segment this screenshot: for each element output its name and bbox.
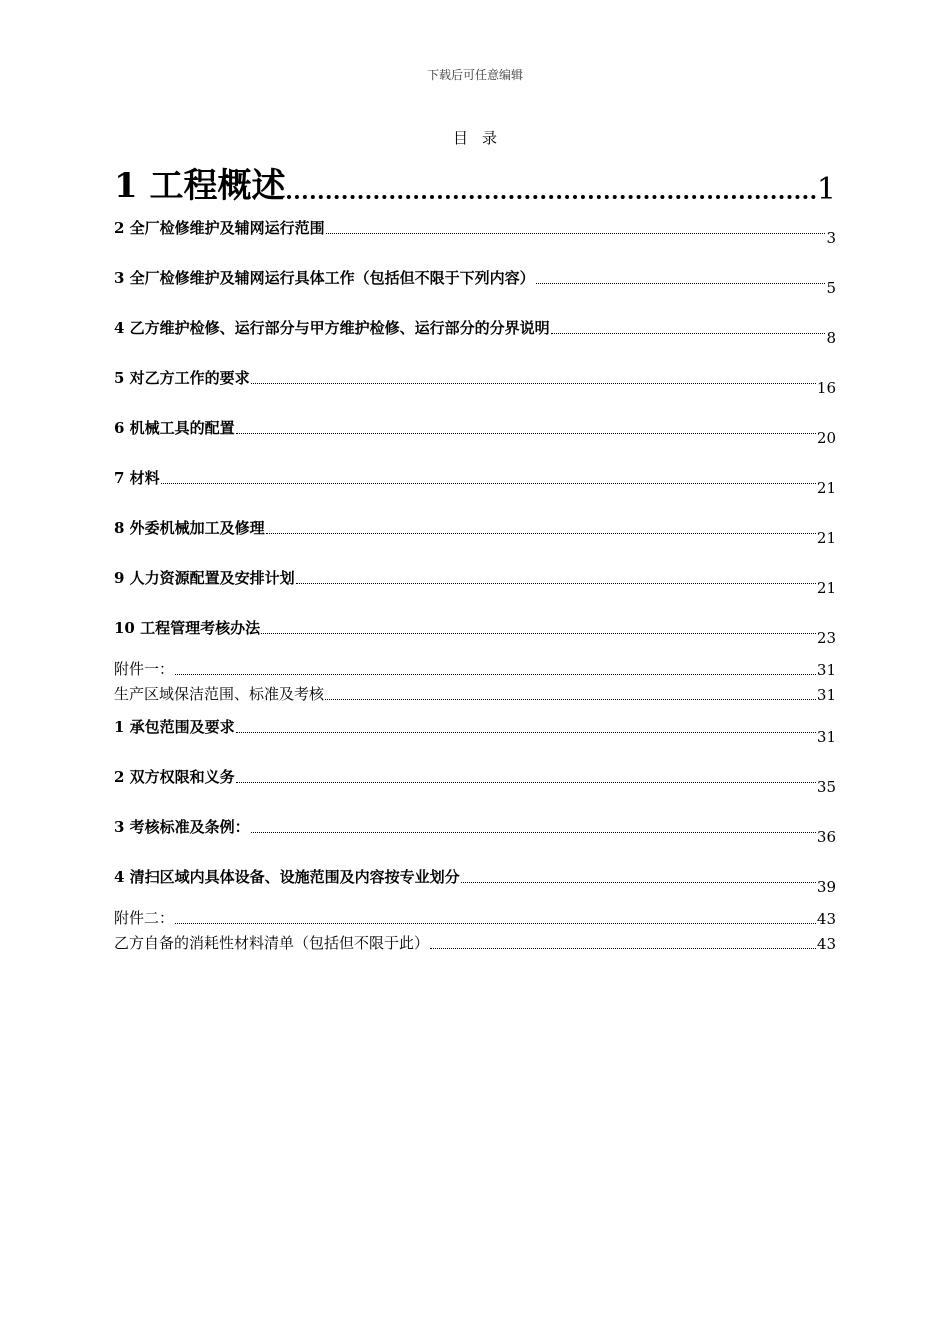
toc-entry[interactable] — [114, 932, 836, 953]
toc-entry-label: 6 机械工具的配置 — [114, 419, 235, 437]
toc-entry[interactable] — [114, 467, 836, 497]
toc-entry-page: 20 — [816, 429, 836, 447]
toc-entry[interactable] — [114, 658, 836, 679]
dot-leader — [175, 673, 816, 675]
toc-entry-label: 附件二： — [114, 909, 175, 927]
dot-leader — [161, 482, 816, 484]
dot-leader — [287, 194, 816, 199]
toc-entry-page: 5 — [826, 279, 836, 297]
toc-entry[interactable] — [114, 617, 836, 647]
toc-entry-label: 5 对乙方工作的要求 — [114, 369, 250, 387]
toc-entry-page: 8 — [826, 329, 836, 347]
toc-entry-page: 3 — [826, 229, 836, 247]
toc-entry-label: 生产区域保洁范围、标准及考核 — [114, 685, 325, 703]
toc-entry[interactable] — [114, 683, 836, 704]
dot-leader — [251, 831, 816, 833]
toc-entry-page: 16 — [816, 379, 836, 397]
dot-leader — [461, 881, 816, 883]
dot-leader — [175, 922, 816, 924]
toc-entry-page: 31 — [816, 728, 836, 746]
toc-entry[interactable] — [114, 367, 836, 397]
toc-entry-page: 43 — [816, 910, 836, 928]
dot-leader — [236, 432, 816, 434]
toc-entry[interactable] — [114, 158, 836, 207]
toc-entry[interactable] — [114, 866, 836, 896]
toc-entry[interactable] — [114, 317, 836, 347]
toc-entry-label: 7 材料 — [114, 469, 160, 487]
toc-entry-page: 35 — [816, 778, 836, 796]
toc-title: 目录 — [452, 129, 511, 147]
toc-entry[interactable] — [114, 716, 836, 746]
toc-entry[interactable] — [114, 766, 836, 796]
toc-entry-page: 36 — [816, 828, 836, 846]
dot-leader — [536, 282, 826, 284]
dot-leader — [325, 698, 816, 700]
toc-entry-label: 乙方自备的消耗性材料清单（包括但不限于此） — [114, 934, 430, 952]
toc-entry-label: 2 双方权限和义务 — [114, 768, 235, 786]
toc-entry[interactable] — [114, 417, 836, 447]
dot-leader — [261, 632, 816, 634]
dot-leader — [551, 332, 826, 334]
toc-entry-label: 9 人力资源配置及安排计划 — [114, 569, 295, 587]
toc-entry[interactable] — [114, 907, 836, 928]
dot-leader — [326, 232, 826, 234]
toc-entry-page: 39 — [816, 878, 836, 896]
toc-entry-page: 21 — [816, 579, 836, 597]
toc-entry-label: 1 工程概述 — [114, 166, 286, 206]
toc-entry-label: 1 承包范围及要求 — [114, 718, 235, 736]
toc-entry-page: 31 — [816, 661, 836, 679]
dot-leader — [266, 532, 816, 534]
toc-entry-page: 1 — [816, 172, 836, 207]
dot-leader — [236, 781, 816, 783]
toc-entry[interactable] — [114, 267, 836, 297]
toc-entry-label: 3 全厂检修维护及辅网运行具体工作（包括但不限于下列内容） — [114, 269, 535, 287]
page-header: 下载后可任意编辑 — [426, 68, 523, 82]
toc-entry-label: 4 乙方维护检修、运行部分与甲方维护检修、运行部分的分界说明 — [114, 319, 550, 337]
toc-entry-page: 31 — [816, 686, 836, 704]
dot-leader — [251, 382, 816, 384]
toc-entry-page: 23 — [816, 629, 836, 647]
toc-entry[interactable] — [114, 217, 836, 247]
toc-entry[interactable] — [114, 816, 836, 846]
toc-entry-page: 43 — [816, 935, 836, 953]
dot-leader — [236, 731, 816, 733]
toc-entry-label: 10 工程管理考核办法 — [114, 619, 261, 637]
toc-entry-label: 3 考核标准及条例： — [114, 818, 250, 836]
dot-leader — [296, 582, 816, 584]
toc-entry-label: 附件一： — [114, 660, 175, 678]
toc-entry-page: 21 — [816, 479, 836, 497]
toc-entry-label: 8 外委机械加工及修理 — [114, 519, 265, 537]
toc-entry[interactable] — [114, 517, 836, 547]
dot-leader — [430, 947, 816, 949]
toc-entry-label: 4 清扫区域内具体设备、设施范围及内容按专业划分 — [114, 868, 460, 886]
toc-entry-label: 2 全厂检修维护及辅网运行范围 — [114, 219, 325, 237]
toc-entry[interactable] — [114, 567, 836, 597]
toc-entry-page: 21 — [816, 529, 836, 547]
